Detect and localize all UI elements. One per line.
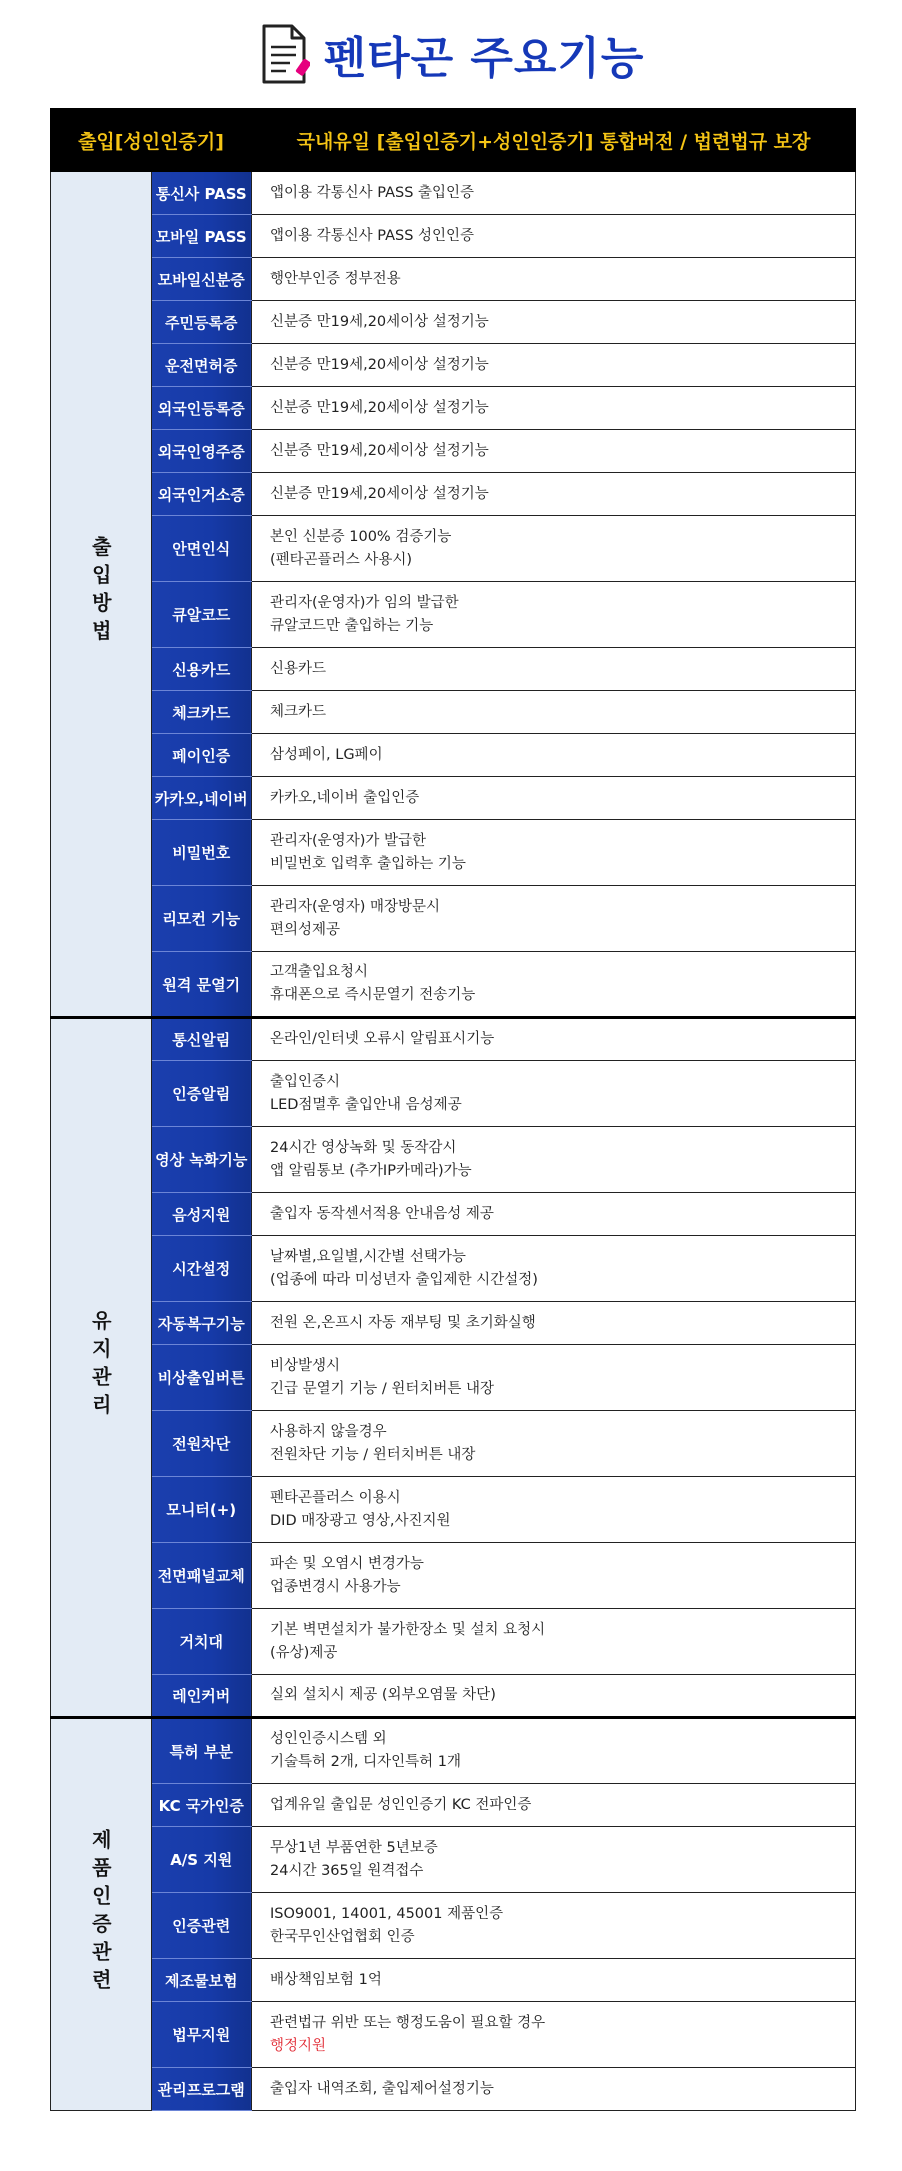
category-label: 출입방법 — [88, 536, 113, 648]
table-row — [51, 430, 856, 473]
feature-label: 전원차단 — [151, 1411, 252, 1477]
feature-label: KC 국가인증 — [151, 1784, 252, 1827]
feature-label: 제조물보험 — [151, 1959, 252, 2002]
description-line: 편의성제공 — [270, 921, 341, 938]
feature-label: 인증관련 — [151, 1893, 252, 1959]
description-line: 고객출입요청시 — [270, 964, 369, 980]
feature-label: 카카오,네이버 — [151, 777, 252, 820]
description-line: 출입인증시 — [270, 1073, 341, 1090]
description-line: DID 매장광고 영상,사진지원 — [270, 1512, 451, 1529]
feature-description — [252, 1193, 856, 1236]
feature-description — [252, 1345, 856, 1411]
feature-label: 외국인거소증 — [151, 473, 252, 516]
feature-label: 거치대 — [151, 1609, 252, 1675]
description-line: 비상발생시 — [270, 1357, 341, 1374]
description-line: 성인인증시스템 외 — [270, 1731, 387, 1747]
feature-label: 법무지원 — [151, 2002, 252, 2068]
table-row — [51, 582, 856, 648]
description-line: 출입자 동작센서적용 안내음성 제공 — [270, 1205, 494, 1222]
feature-description — [252, 2002, 856, 2068]
description-line: 펜타곤플러스 이용시 — [270, 1489, 401, 1506]
feature-label: A/S 지원 — [151, 1827, 252, 1893]
feature-description — [252, 777, 856, 820]
feature-label: 통신알림 — [151, 1018, 252, 1061]
table-row — [51, 1675, 856, 1718]
description-line: (업종에 따라 미성년자 출입제한 시간설정) — [270, 1271, 538, 1288]
table-row — [51, 1718, 856, 1784]
description-line: 행안부인증 정부전용 — [270, 270, 401, 287]
feature-label: 체크카드 — [151, 691, 252, 734]
table-row — [51, 1893, 856, 1959]
description-line: 24시간 영상녹화 및 동작감시 — [270, 1139, 457, 1156]
table-row — [51, 258, 856, 301]
description-line: 업종변경시 사용가능 — [270, 1578, 401, 1595]
table-row — [51, 886, 856, 952]
category-cell — [51, 1018, 152, 1718]
feature-label: 원격 문열기 — [151, 952, 252, 1018]
table-header-row — [51, 109, 856, 172]
table-row — [51, 1127, 856, 1193]
description-line: 관리자(운영자)가 임의 발급한 — [270, 594, 459, 611]
table-row — [51, 1609, 856, 1675]
feature-label: 모니터(+) — [151, 1477, 252, 1543]
table-row — [51, 1784, 856, 1827]
table-row — [51, 516, 856, 582]
description-line: 신분증 만19세,20세이상 설정기능 — [270, 313, 489, 330]
header-left: 출입[성인인증기] — [51, 109, 252, 172]
description-line: 기술특허 2개, 디자인특허 1개 — [270, 1754, 461, 1770]
table-row — [51, 2068, 856, 2111]
description-line: 신분증 만19세,20세이상 설정기능 — [270, 442, 489, 459]
table-row — [51, 215, 856, 258]
feature-label: 음성지원 — [151, 1193, 252, 1236]
feature-description — [252, 886, 856, 952]
feature-label: 시간설정 — [151, 1236, 252, 1302]
description-line: 전원차단 기능 / 윈터치버튼 내장 — [270, 1446, 476, 1463]
feature-description — [252, 1718, 856, 1784]
table-row — [51, 820, 856, 886]
feature-label: 주민등록증 — [151, 301, 252, 344]
feature-label: 전면패널교체 — [151, 1543, 252, 1609]
description-line: 관리자(운영자)가 발급한 — [270, 832, 426, 849]
feature-description — [252, 1127, 856, 1193]
table-row — [51, 473, 856, 516]
feature-description — [252, 1302, 856, 1345]
feature-label: 레인커버 — [151, 1675, 252, 1718]
description-line: 삼성페이, LG페이 — [270, 746, 383, 763]
table-row — [51, 2002, 856, 2068]
feature-description — [252, 1675, 856, 1718]
table-row — [51, 301, 856, 344]
description-line: 무상1년 부품연한 5년보증 — [270, 1839, 438, 1856]
table-row — [51, 1959, 856, 2002]
feature-description — [252, 258, 856, 301]
page-title: 펜타곤 주요기능 — [323, 33, 645, 84]
feature-description — [252, 215, 856, 258]
page-header — [0, 0, 902, 108]
description-line: 신용카드 — [270, 660, 327, 677]
description-line: 큐알코드만 출입하는 기능 — [270, 617, 434, 634]
feature-description — [252, 952, 856, 1018]
feature-label: 자동복구기능 — [151, 1302, 252, 1345]
feature-label: 안면인식 — [151, 516, 252, 582]
description-line: (유상)제공 — [270, 1644, 338, 1661]
description-line: 전원 온,온프시 자동 재부팅 및 초기화실행 — [270, 1314, 536, 1331]
table-row — [51, 777, 856, 820]
feature-description — [252, 344, 856, 387]
table-row — [51, 1411, 856, 1477]
description-line: 앱 알림통보 (추가IP카메라)가능 — [270, 1162, 472, 1179]
feature-label: 영상 녹화기능 — [151, 1127, 252, 1193]
description-line: LED점멸후 출입안내 음성제공 — [270, 1096, 462, 1113]
description-line: 온라인/인터넷 오류시 알림표시기능 — [270, 1031, 495, 1047]
header-right: 국내유일 [출입인증기+성인인증기] 통합버전 / 법련법규 보장 — [252, 109, 856, 172]
category-cell — [51, 172, 152, 1018]
description-line: 한국무인산업협회 인증 — [270, 1928, 415, 1945]
feature-label: 모바일신분증 — [151, 258, 252, 301]
feature-description — [252, 516, 856, 582]
feature-label: 외국인등록증 — [151, 387, 252, 430]
description-line: 실외 설치시 제공 (외부오염물 차단) — [270, 1687, 496, 1703]
description-line: 출입자 내역조회, 출입제어설정기능 — [270, 2080, 494, 2097]
table-row — [51, 1477, 856, 1543]
description-line: 배상책임보험 1억 — [270, 1971, 382, 1988]
feature-label: 외국인영주증 — [151, 430, 252, 473]
feature-description — [252, 691, 856, 734]
category-cell — [51, 1718, 152, 2111]
feature-description — [252, 1543, 856, 1609]
feature-label: 비밀번호 — [151, 820, 252, 886]
feature-description — [252, 473, 856, 516]
feature-label: 비상출입버튼 — [151, 1345, 252, 1411]
table-row — [51, 734, 856, 777]
description-line: 파손 및 오염시 변경가능 — [270, 1555, 424, 1572]
feature-description — [252, 1477, 856, 1543]
feature-description — [252, 820, 856, 886]
table-row — [51, 1827, 856, 1893]
description-line: 신분증 만19세,20세이상 설정기능 — [270, 356, 489, 373]
description-line: 긴급 문열기 기능 / 윈터치버튼 내장 — [270, 1380, 495, 1397]
description-line: 관련법규 위반 또는 행정도움이 필요할 경우 — [270, 2014, 546, 2031]
feature-description — [252, 1959, 856, 2002]
feature-description — [252, 1061, 856, 1127]
table-row — [51, 1018, 856, 1061]
table-row — [51, 1236, 856, 1302]
feature-label: 운전면허증 — [151, 344, 252, 387]
table-row — [51, 1345, 856, 1411]
category-label: 제품인증관련 — [88, 1828, 113, 1997]
description-line: 휴대폰으로 즉시문열기 전송기능 — [270, 987, 476, 1003]
table-row — [51, 1193, 856, 1236]
description-line: 카카오,네이버 출입인증 — [270, 789, 420, 806]
feature-label: 인증알림 — [151, 1061, 252, 1127]
description-line: 업계유일 출입문 성인인증기 KC 전파인증 — [270, 1796, 532, 1813]
table-row — [51, 387, 856, 430]
description-line: 날짜별,요일별,시간별 선택가능 — [270, 1248, 466, 1265]
description-line: ISO9001, 14001, 45001 제품인증 — [270, 1905, 504, 1922]
feature-description — [252, 387, 856, 430]
feature-description — [252, 1784, 856, 1827]
table-row — [51, 344, 856, 387]
feature-description — [252, 172, 856, 215]
description-line: 기본 벽면설치가 불가한장소 및 설치 요청시 — [270, 1621, 546, 1638]
feature-label: 관리프로그램 — [151, 2068, 252, 2111]
feature-description — [252, 301, 856, 344]
feature-label: 페이인증 — [151, 734, 252, 777]
feature-description — [252, 1827, 856, 1893]
description-line: 24시간 365일 원격접수 — [270, 1862, 424, 1879]
feature-label: 큐알코드 — [151, 582, 252, 648]
description-line: 신분증 만19세,20세이상 설정기능 — [270, 485, 489, 502]
feature-description — [252, 1236, 856, 1302]
description-line: 관리자(운영자) 매장방문시 — [270, 898, 440, 915]
table-row — [51, 1302, 856, 1345]
table-row — [51, 1543, 856, 1609]
table-row — [51, 172, 856, 215]
description-line: 비밀번호 입력후 출입하는 기능 — [270, 855, 466, 872]
feature-description — [252, 582, 856, 648]
table-row — [51, 1061, 856, 1127]
feature-description — [252, 1893, 856, 1959]
description-line: 신분증 만19세,20세이상 설정기능 — [270, 399, 489, 416]
document-icon — [258, 23, 310, 85]
feature-label: 리모컨 기능 — [151, 886, 252, 952]
description-line: 본인 신분증 100% 검증기능 — [270, 528, 452, 545]
feature-label: 특허 부분 — [151, 1718, 252, 1784]
feature-description — [252, 430, 856, 473]
feature-description — [252, 2068, 856, 2111]
description-line: 사용하지 않을경우 — [270, 1423, 387, 1440]
description-line: 앱이용 각통신사 PASS 출입인증 — [270, 184, 475, 201]
feature-description — [252, 1411, 856, 1477]
feature-label: 모바일 PASS — [151, 215, 252, 258]
table-row — [51, 648, 856, 691]
feature-description — [252, 1018, 856, 1061]
feature-table — [50, 108, 856, 2111]
feature-description — [252, 1609, 856, 1675]
table-row — [51, 691, 856, 734]
feature-label: 통신사 PASS — [151, 172, 252, 215]
feature-description — [252, 648, 856, 691]
feature-description — [252, 734, 856, 777]
description-line: (펜타곤플러스 사용시) — [270, 551, 412, 568]
description-highlight: 행정지원 — [270, 2037, 327, 2054]
table-row — [51, 952, 856, 1018]
category-label: 유지관리 — [88, 1309, 113, 1422]
feature-label: 신용카드 — [151, 648, 252, 691]
description-line: 체크카드 — [270, 703, 327, 720]
description-line: 앱이용 각통신사 PASS 성인인증 — [270, 227, 475, 244]
